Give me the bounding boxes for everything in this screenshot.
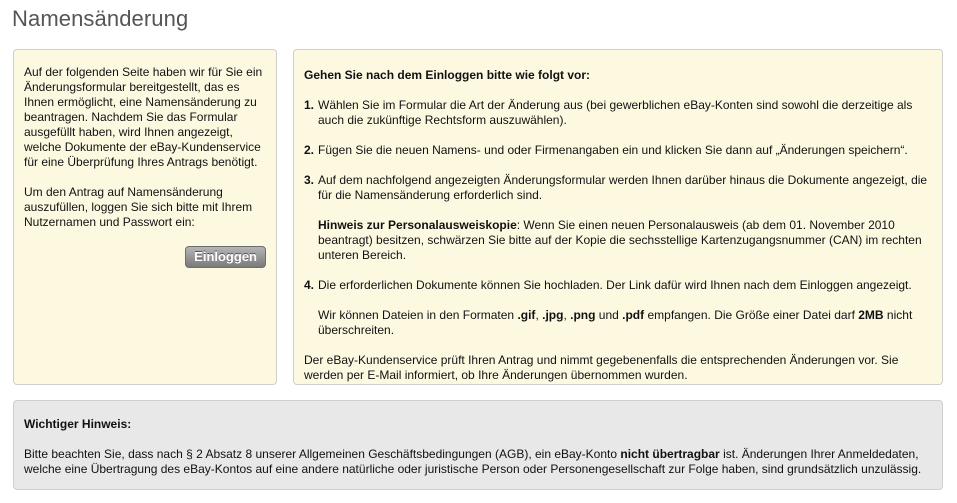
id-card-note-text: : Wenn Sie einen neuen Personalausweis (ab dem 01. November 2010 beantragt) besitzen, schwärzen Sie bitte auf der Kopie die sechsstellige Kartenzugangsnummer (CAN) im rechten unteren Bereich. <box>318 218 922 262</box>
step-text: Fügen Sie die neuen Namens- und oder Firmenangaben ein und klicken Sie dann auf „Änderungen speichern“. <box>318 143 908 157</box>
login-button[interactable]: Einloggen <box>185 246 266 268</box>
id-card-note-label: Hinweis zur Personalausweiskopie <box>318 218 517 232</box>
step-text: Wählen Sie im Formular die Art der Änderung aus (bei gewerblichen eBay-Konten sind sowohl die derzeitige als auch die zukünftige Rechtsform auszuwählen). <box>318 98 913 127</box>
step-number: 4. <box>304 278 315 292</box>
intro-text: Auf der folgenden Seite haben wir für Sie ein Änderungsformular bereitgestellt, das es Ihnen ermöglicht, eine Namensänderung zu beantragen. Nachdem Sie das Formular ausgefüllt haben, wird Ihnen angezeigt, welche Dokumente der eBay-Kundenservice für eine Überprüfung Ihres Antrags benötigt. <box>24 65 263 169</box>
format-jpg: .jpg <box>542 308 564 322</box>
format-separator: und <box>595 308 623 322</box>
important-notice-panel <box>13 400 943 490</box>
format-pdf: .pdf <box>622 308 645 322</box>
steps-list <box>304 98 932 338</box>
closing-text: Der eBay-Kundenservice prüft Ihren Antrag und nimmt gegebenenfalls die entsprechenden Änderungen vor. Sie werden per E-Mail informiert, ob Ihre Änderungen übernommen wurden. <box>304 353 899 382</box>
id-card-note <box>318 218 932 263</box>
login-button-container <box>24 246 266 268</box>
step-number: 2. <box>304 143 315 157</box>
notice-text-before: Bitte beachten Sie, dass nach § 2 Absatz 8 unserer Allgemeinen Geschäftsbedingungen (AGB), ein eBay-Konto <box>24 447 621 461</box>
login-info-panel <box>13 49 277 385</box>
format-gif: .gif <box>517 308 536 322</box>
step-item <box>304 278 932 338</box>
step-item <box>304 143 932 158</box>
size-limit: 2MB <box>858 308 884 322</box>
step-item <box>304 98 932 128</box>
step-text: Die erforderlichen Dokumente können Sie hochladen. Der Link dafür wird Ihnen nach dem Einloggen angezeigt. <box>318 278 912 292</box>
formats-suffix: nicht überschreiten. <box>318 308 913 337</box>
step-item <box>304 173 932 263</box>
login-prompt-text: Um den Antrag auf Namensänderung auszufüllen, loggen Sie sich bitte mit Ihrem Nutzernamen und Passwort ein: <box>24 185 253 229</box>
notice-emphasis: nicht übertragbar <box>620 447 720 461</box>
format-png: .png <box>570 308 596 322</box>
step-number: 3. <box>304 173 315 187</box>
notice-heading: Wichtiger Hinweis: <box>24 417 132 431</box>
instructions-heading: Gehen Sie nach dem Einloggen bitte wie folgt vor: <box>304 68 591 82</box>
format-separator: , <box>563 308 571 322</box>
formats-middle: empfangen. Die Größe einer Datei darf <box>644 308 859 322</box>
notice-text-after: ist. Änderungen Ihrer Anmeldedaten, welche eine Übertragung des eBay-Kontos auf eine andere natürliche oder juristische Person oder Personengesellschaft zur Folge haben, sind grundsätzlich unzulässig. <box>24 447 922 476</box>
formats-prefix: Wir können Dateien in den Formaten <box>318 308 518 322</box>
step-text: Auf dem nachfolgend angezeigten Änderungsformular werden Ihnen darüber hinaus die Dokumente angezeigt, die für die Namensänderung erforderlich sind. <box>318 173 928 202</box>
page-title: Namensänderung <box>12 6 189 31</box>
instructions-panel <box>293 49 943 385</box>
step-number: 1. <box>304 98 315 112</box>
notice-text <box>24 447 932 477</box>
file-formats-note <box>318 308 932 338</box>
format-separator: , <box>535 308 543 322</box>
